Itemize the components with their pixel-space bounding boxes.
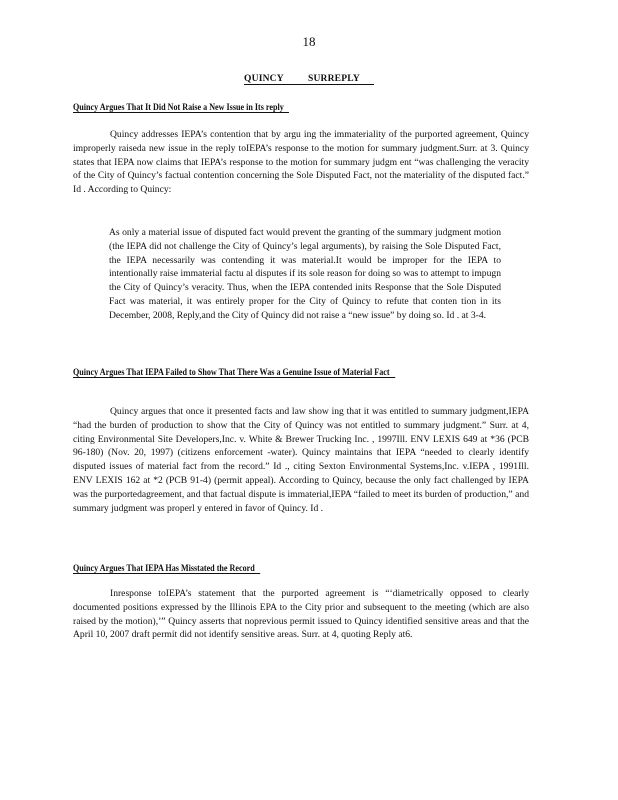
heading-text: Quincy Argues That IEPA Failed to Show That There Was a Genuine Issue of Material Fact — [73, 367, 395, 378]
heading-text: Quincy Argues That IEPA Has Misstated the Record — [73, 563, 260, 574]
paragraph-misstated-record: Inresponse toIEPA’s statement that the purported agreement is “‘diametrically opposed to clearly documented positions expressed by the Illinois EPA to the City prior and subsequent to the meeting (which are also raised by the motion),’” Quincy asserts that noprevious permit issued to Quincy identified sensitive areas and that the April 10, 2007 draft permit did not identify sensitive areas. Surr. at 4, quoting Reply at6. — [73, 588, 529, 641]
section-heading-genuine-issue — [73, 366, 496, 378]
heading-text: Quincy Argues That It Did Not Raise a New Issue in Its reply — [73, 102, 289, 113]
paragraph-new-issue: Quincy addresses IEPA’s contention that by argu ing the immateriality of the purported agreement, Quincy improperly raiseda new issue in the reply toIEPA’s response to the motion for summary judgment.Surr. at 3. Quincy states that IEPA now claims that IEPA’s response to the motion for summary judgm ent “was challenging the veracity of the City of Quincy’s factual contention concerning the Sole Disputed Fact, not the materiality of the disputed fact.” Id . According to Quincy: — [73, 129, 529, 196]
block-quote: As only a material issue of disputed fact would prevent the granting of the summary judgment motion (the IEPA did not challenge the City of Quincy’s legal arguments), by raising the Sole Disputed Fact, the IEPA necessarily was contending it was material.It would be improper for the IEPA to intentionally raise immaterial factu al disputes if its sole reason for doing so was to attempt to impugn the City of Quincy’s veracity. Thus, when the IEPA contended inits Response that the Sole Disputed Fact was material, it was entirely proper for the City of Quincy to refute that conten tion in its December, 2008, Reply,and the City of Quincy did not raise a “new issue” by doing so. Id . at 3-4. — [109, 227, 501, 321]
paragraph-genuine-issue: Quincy argues that once it presented facts and law show ing that it was entitled to summary judgment,IEPA “had the burden of production to show that the City of Quincy was not entitled to summary judgment.” Surr. at 4, citing Environmental Site Developers,Inc. v. White & Brewer Trucking Inc. , 1997Ill. ENV LEXIS 649 at *36 (PCB 96-180) (Nov. 20, 1997) (citizens enforcement -water). Quincy maintains that IEPA “needed to clearly identify disputed issues of material fact from the record.” Id ., citing Sexton Environmental Systems,Inc. v.IEPA , 1991Ill. ENV LEXIS 162 at *2 (PCB 91-4) (permit appeal). According to Quincy, because the only fact challenged by IEPA was the purportedagreement, and that factual dispute is immaterial,IEPA “failed to meet its burden of production,” and summary judgment was properl y entered in favor of Quincy. Id . — [73, 406, 529, 514]
title-text: QUINCY SURREPLY — [244, 74, 374, 85]
section-heading-misstated-record — [73, 562, 496, 574]
page-number: 18 — [302, 34, 316, 49]
page-title — [0, 74, 618, 84]
section-heading-new-issue — [73, 101, 496, 113]
